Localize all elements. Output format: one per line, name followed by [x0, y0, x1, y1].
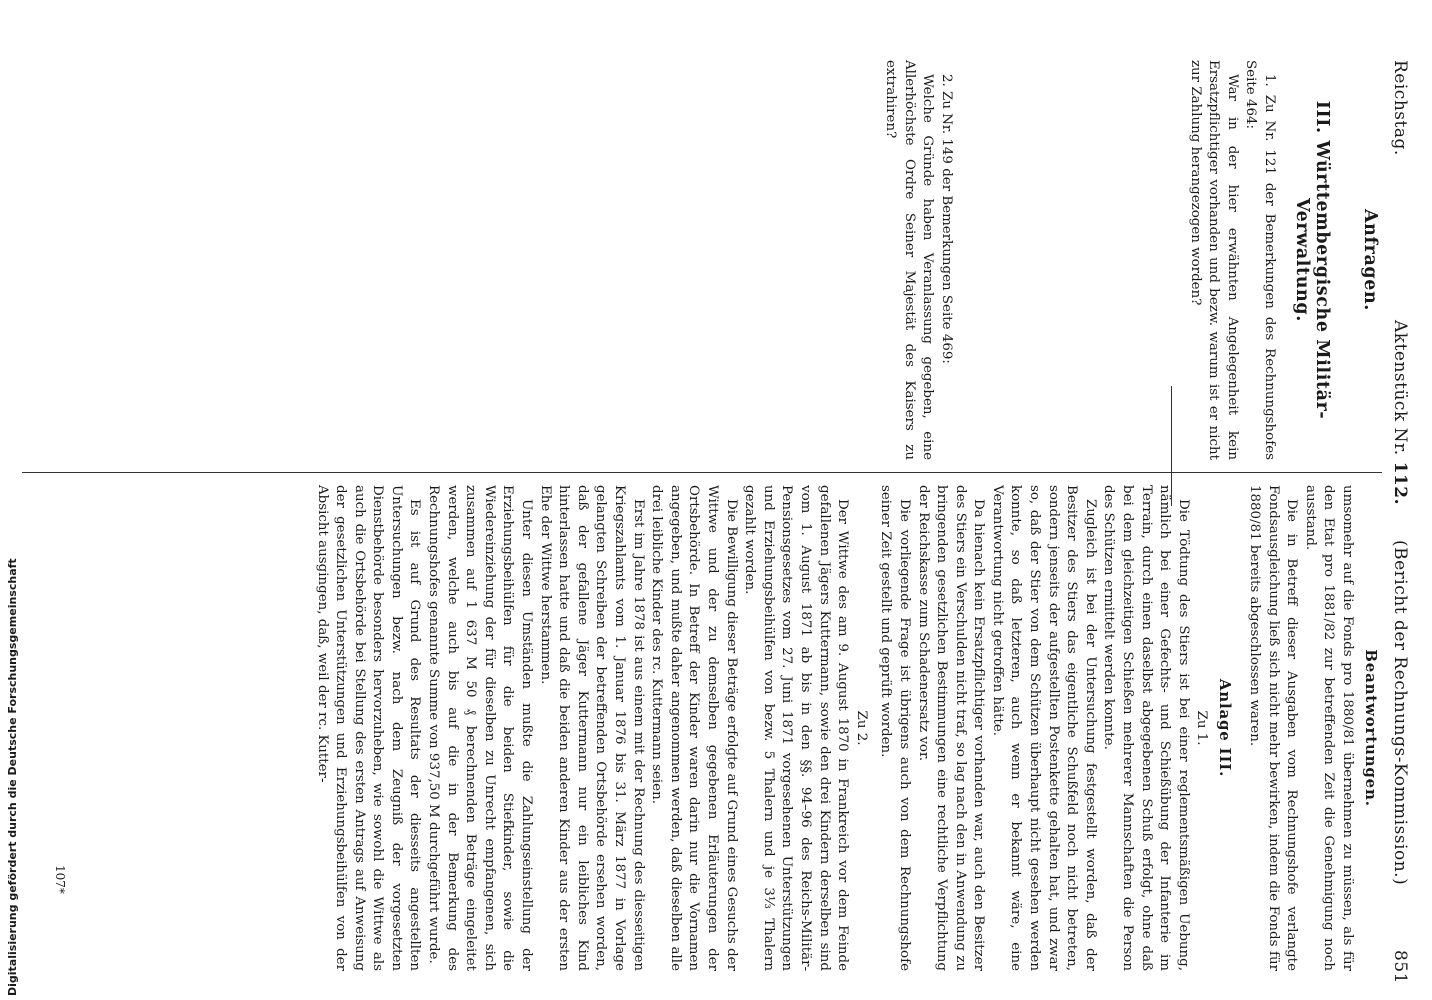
right-column [50, 485, 1380, 971]
answer-2-paragraph: Die Bewilligung dieser Beträge erfolgte auf Grund eines Gesuchs der Wittwe und der zu demselben gegebenen Erläuterungen der Ortsbehörde. In Betreff der Kinder waren darin nur die Vornamen angegeben, und mußte daher angenommen werden, daß dieselben alle drei leibliche Kinder des rc. Kuttermann seien. [649, 485, 739, 971]
left-column [280, 60, 1380, 460]
header-center-prefix: Aktenstück Nr. [1390, 320, 1410, 456]
answer-2-heading: Zu 2. [853, 710, 869, 746]
footer-mark: 107* [52, 865, 67, 894]
section-heading: III. Württembergische Militär-Verwaltung. [1292, 100, 1332, 420]
funding-note: Digitalisierung gefördert durch die Deutsche Forschungsgemeinschaft [6, 558, 19, 996]
intro-text [1244, 485, 1356, 971]
question-1 [1185, 60, 1278, 460]
page-number: 851 [1390, 950, 1410, 984]
header-center-number: 112. [1390, 461, 1410, 505]
side-note [4, 6, 24, 996]
intro-paragraph-2: Die in Betreff dieser Ausgaben vom Rechnungshofe verlangte Fondsausgleichung ließ sich nicht mehr bewirken, indem die Fonds für 1880/81 bereits abgeschlossen waren. [1247, 485, 1300, 971]
answer-2-paragraph: Erst im Jahre 1878 ist aus einem mit der Rechnung des diesseitigen Kriegszahlamts vom 1. Januar 1876 bis 31. März 1877 in Vorlage gelangten Schreiben der betreffenden Ortsbehörde ersehen worden, daß der gefallene Jäger Kuttermann nur ein leibliches Kind hinterlassen hatte und daß die beiden anderen Kinder aus der ersten Ehe der Wittwe herstammen. [537, 485, 646, 971]
answer-2-paragraph: Unter diesen Umständen mußte die Zahlungseinstellung der Erziehungsbeihülfen für die beiden Stiefkinder, sowie die Wiedereinziehung der für dieselben zu Unrecht empfangenen, sich zusammen auf 1 637 M 50 ₰ berechnenden Beträge eingeleitet werden, welche auch bis auf die in der Bemerkung des Rechnungshofes genannte Summe von 937,50 M durchgeführt wurde. [426, 485, 535, 971]
answer-2-paragraph: Es ist auf Grund des Resultats der diesseits angestellten Untersuchungen bezw. nach dem Zeugniß der vorgesetzten Dienstbehörde besonders hervorzuheben, wie sowohl die Wittwe als auch die Ortsbehörde bei Stellung des ersten Antrags auf Anweisung der gesetzlichen Unterstützungen und Erziehungsbeihülfen von der Absicht ausgingen, daß, weil der rc. Kutter- [314, 485, 423, 971]
anfragen-title: Anfragen. [1360, 209, 1380, 311]
answer-1-paragraph: Die vorliegende Frage ist übrigens auch von dem Rechnungshofe seiner Zeit gestellt und geprüft worden. [878, 485, 912, 971]
header-center [1390, 320, 1410, 505]
question-1-text: War in der hier erwähnten Angelegenheit kein Ersatzpflichtiger vorhanden und bezw. warum ist er nicht zur Zahlung herangezogen worden? [1187, 60, 1240, 460]
answer-1-paragraph: Da hienach kein Ersatzpflichtiger vorhanden war, auch den Besitzer des Stiers ein Verschulden nicht traf, so lag nach den in Anwendung zu bringenden gesetzlichen Bestimmungen eine rechtliche Verpflichtung der Reichskasse zum Schadenersatz vor. [915, 485, 987, 971]
header-left: Reichstag. [1390, 60, 1410, 156]
question-2 [881, 60, 955, 460]
question-2-text: Welche Gründe haben Veranlassung gegeben, eine Allerhöchste Ordre Seiner Majestät des Kaisers zu extrahiren? [883, 60, 936, 460]
answer-1-heading: Zu 1. [1194, 710, 1210, 746]
answer-2 [312, 485, 851, 971]
answer-2-paragraph: Der Wittwe des am 9. August 1870 in Frankreich vor dem Feinde gefallenen Jägers Kuttermann, sowie den drei Kindern derselben sind vom 1. August 1871 ab bis in den §§. 94–96 des Reichs-Militär-Pensionsgesetzes vom 27. Juni 1871 vorgesehenen Unterstützungen und Erziehungsbeihülfen von bezw. 5 Thalern und je 3⅓ Thalern gezahlt worden. [742, 485, 851, 971]
header-right: (Bericht der Rechnungs-Kommission.) [1390, 540, 1410, 886]
annex-title: Anlage III. [1216, 678, 1235, 778]
question-1-lead: 1. Zu Nr. 121 der Bemerkungen des Rechnungshofes Seite 464: [1243, 60, 1277, 460]
beantwortungen-title: Beantwortungen. [1362, 649, 1380, 807]
intro-paragraph-1: umsomehr auf die Fonds pro 1880/81 übernehmen zu müssen, als für den Etat pro 1881/82 zur betreffenden Zeit die Genehmigung noch ausstand. [1302, 485, 1355, 971]
question-2-lead: 2. Zu Nr. 149 der Bemerkungen Seite 469: [939, 74, 955, 364]
column-divider [22, 472, 1382, 473]
answer-1-paragraph: Die Tödtung des Stiers ist bei einer reglementsmäßigen Uebung, nämlich bei einer Gefechts- und Schießübung der Infanterie im Terrain, durch einen daselbst abgegebenen Schuß erfolgt, ohne daß bei dem gleichzeitigen Schießen mehrerer Mannschaften die Person des Schützen ermittelt werden konnte. [1101, 485, 1191, 971]
answer-1 [876, 485, 1192, 971]
answer-1-paragraph: Zugleich ist bei der Untersuchung festgestellt worden, daß der Besitzer des Stiers das eigentliche Schußfeld noch nicht betreten, sondern jenseits der aufgestellten Postenkette gehalten hat, und zwar so, daß der Stier von dem Schützen überhaupt nicht gesehen werden konnte, so daß letzteren, auch wenn er bekannt wäre, eine Verantwortung nicht getroffen hätte. [989, 485, 1098, 971]
